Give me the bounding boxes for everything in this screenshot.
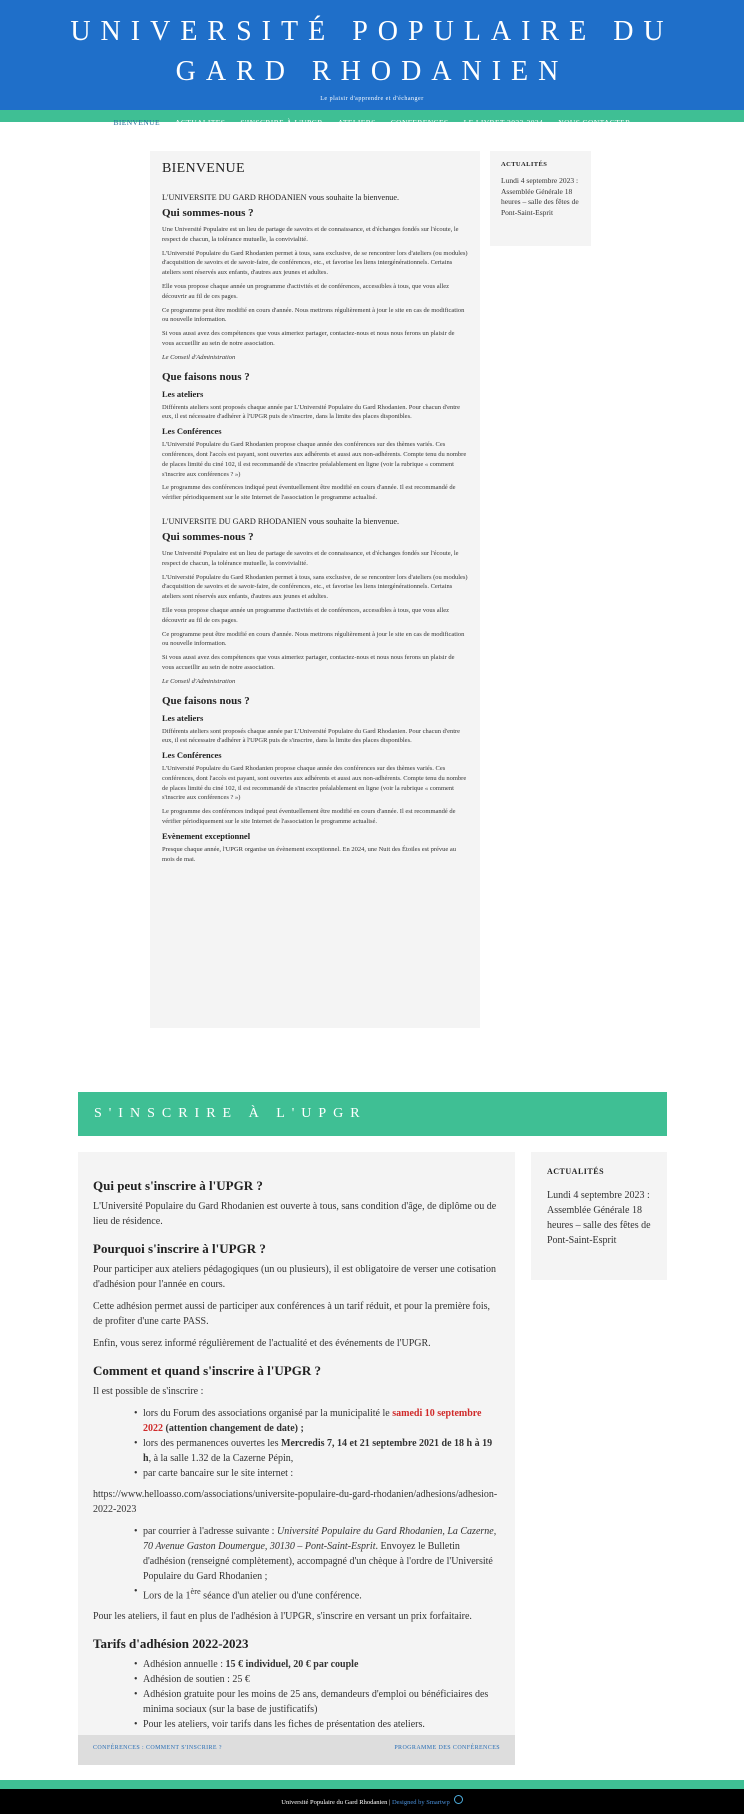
paragraph: Le programme des conférences indiqué peut éventuellement être modifié en cours d'année. Il est recommandé de vérifier périodiquement sur le site Internet de l'association le programme actualisé.: [162, 484, 456, 502]
section-banner: [78, 1092, 667, 1136]
paragraph: Pour participer aux ateliers pédagogiques (un ou plusieurs), il est obligatoire de verser une cotisation d'adhésion pour l'année en cours.: [93, 1264, 496, 1290]
actualites-widget-2: [531, 1152, 667, 1280]
heading-evenement: Evènement exceptionnel: [162, 830, 251, 841]
heading-pourquoi: Pourquoi s'inscrire à l'UPGR ?: [93, 1241, 266, 1256]
heading-tarifs: Tarifs d'adhésion 2022-2023: [93, 1636, 249, 1652]
paragraph: L'Université Populaire du Gard Rhodanien est ouverte à tous, sans condition d'âge, de diplôme ou de lieu de résidence.: [93, 1201, 497, 1227]
paragraph: Différents ateliers sont proposés chaque année par L'Université Populaire du Gard Rhodanien. Pour chacun d'entre eux, il est nécessaire d'adhérer à l'UPGR puis de s'inscrire, dans la limite des places disponibles.: [162, 727, 461, 745]
site-tagline: Le plaisir d'apprendre et d'échanger: [320, 96, 424, 102]
paragraph: Presque chaque année, l'UPGR organise un évènement exceptionnel. En 2024, une Nuit des Étoiles est prévue au mois de mai.: [162, 845, 457, 863]
welcome-intro: L'UNIVERSITE DU GARD RHODANIEN vous souhaite la bienvenue.: [162, 193, 400, 202]
list-item: • par carte bancaire sur le site internet :: [143, 1466, 500, 1481]
paragraph: Cette adhésion permet aussi de participer aux conférences à un tarif réduit, et pour la première fois, de profiter d'une carte PASS.: [93, 1301, 491, 1327]
paragraph: Si vous aussi avez des compétences que vous aimeriez partager, contactez-nous et nous nous ferons un plaisir de vous accueillir au sein de notre association.: [162, 330, 455, 347]
nav-item-sinscrire[interactable]: S'INSCRIRE À L'UPGR: [240, 118, 323, 127]
forum-date: samedi 10 septembre 2022: [143, 1408, 482, 1434]
signature: Le Conseil d'Administration: [162, 353, 236, 361]
nav-item-livret[interactable]: LE LIVRET 2023-2024: [463, 118, 544, 127]
paragraph: Différents ateliers sont proposés chaque année par L'Université Populaire du Gard Rhodanien. Pour chacun d'entre eux, il est nécessaire d'adhérer à l'UPGR puis de s'inscrire, dans la limite des places disponibles.: [162, 403, 461, 421]
welcome-intro: L'UNIVERSITE DU GARD RHODANIEN vous souhaite la bienvenue.: [162, 516, 400, 526]
paragraph: L'Université Populaire du Gard Rhodanien permet à tous, sans exclusive, de se rencontrer lors d'ateliers (ou modules) d'acquisition de savoirs et de savoir-faire, de conférences, etc., et favorise les liens intergénérationnels. Certains ateliers sont réservés aux enfants, d'autres aux jeunes et adultes.: [162, 249, 468, 277]
widget-text[interactable]: Lundi 4 septembre 2023 : Assemblée Générale 18 heures – salle des fêtes de Pont-Saint-Esprit: [547, 1190, 651, 1246]
list-item: • lors du Forum des associations organisé par la municipalité le samedi 10 septembre 2022 (attention changement de date) ;: [143, 1406, 500, 1436]
list-item: • Lors de la 1ère séance d'un atelier ou d'une conférence.: [143, 1584, 500, 1603]
paragraph: Elle vous propose chaque année un programme d'activités et de conférences, accessibles à tous, que vous allez découvrir au fil de ces pages.: [162, 282, 450, 300]
list-item: • Pour les ateliers, voir tarifs dans les fiches de présentation des ateliers.: [143, 1717, 500, 1732]
section-banner-title: S'INSCRIRE À L'UPGR: [94, 1106, 367, 1121]
tarifs-list: [93, 1657, 500, 1732]
list-item: • lors des permanences ouvertes les Mercredis 7, 14 et 21 septembre 2021 de 18 h à 19 h, à la salle 1.32 de la Cazerne Pépin,: [143, 1436, 500, 1466]
paragraph: L'Université Populaire du Gard Rhodanien permet à tous, sans exclusive, de se rencontrer lors d'ateliers (ou modules) d'acquisition de savoirs et de savoir-faire, de conférences, etc., et favorise les liens intergénérationnels. Certains ateliers sont réservés aux enfants, d'autres aux jeunes et adultes.: [162, 573, 468, 601]
heading-que-faisons-nous: Que faisons nous ?: [162, 694, 250, 707]
paragraph: Le programme des conférences indiqué peut éventuellement être modifié en cours d'année. Il est recommandé de vérifier périodiquement sur le site Internet de l'association le programme actualisé.: [162, 808, 456, 826]
heading-comment: Comment et quand s'inscrire à l'UPGR ?: [93, 1363, 321, 1378]
prev-post-link[interactable]: CONFÉRENCES : COMMENT S'INSCRIRE ?: [93, 1745, 222, 1751]
heading-qui-sommes-nous: Qui sommes-nous ?: [162, 207, 254, 219]
list-item: • Adhésion de soutien : 25 €: [143, 1672, 500, 1687]
widget-title: ACTUALITÉS: [547, 1167, 605, 1176]
site-title-line1: UNIVERSITÉ POPULAIRE DU: [70, 16, 674, 47]
smartwp-logo-icon: [454, 1795, 463, 1804]
heading-qui-peut: Qui peut s'inscrire à l'UPGR ?: [93, 1178, 263, 1193]
welcome-panel: [150, 151, 480, 1028]
heading-ateliers: Les ateliers: [162, 388, 204, 399]
actualites-widget: [490, 151, 591, 246]
paragraph: Enfin, vous serez informé régulièrement de l'actualité et des événements de l'UPGR.: [93, 1338, 431, 1349]
paragraph: Ce programme peut être modifié en cours d'année. Nous mettrons régulièrement à jour le site en cas de modification ou nouvelle information.: [162, 306, 465, 324]
paragraph: Si vous aussi avez des compétences que vous aimeriez partager, contactez-nous et nous nous ferons un plaisir de vous accueillir au sein de notre association.: [162, 654, 455, 671]
heading-conferences: Les Conférences: [162, 426, 222, 437]
heading-que-faisons-nous: Que faisons nous ?: [162, 370, 250, 383]
helloasso-link[interactable]: https://www.helloasso.com/associations/universite-populaire-du-gard-rhodanien/adhesions/adhesion-2022-2023: [93, 1489, 498, 1515]
inscription-methods-list: [93, 1406, 500, 1481]
site-header: [0, 0, 744, 110]
paragraph: Ce programme peut être modifié en cours d'année. Nous mettrons régulièrement à jour le site en cas de modification ou nouvelle information.: [162, 630, 465, 648]
signature: Le Conseil d'Administration: [162, 677, 236, 685]
site-title[interactable]: [0, 0, 744, 92]
site-footer: [0, 1789, 744, 1814]
designer-link[interactable]: Designed by Smartwp: [390, 1799, 450, 1806]
footer-strip: [0, 1780, 744, 1789]
footer-text: Université Populaire du Gard Rhodanien |: [281, 1799, 391, 1806]
page-title: BIENVENUE: [162, 161, 245, 176]
main-nav: [0, 110, 744, 127]
welcome-block-1: [162, 193, 468, 503]
list-item: • par courrier à l'adresse suivante : Université Populaire du Gard Rhodanien, La Cazerne, 70 Avenue Gaston Doumergue, 30130 – Pont-Saint-Esprit. Envoyez le Bulletin d'adhésion (renseigné complètement), accompagné d'un chèque à l'ordre de l'Université Populaire du Gard Rhodanien ;: [143, 1524, 500, 1584]
nav-item-ateliers[interactable]: ATELIERS: [337, 118, 376, 127]
list-item: • Adhésion annuelle : 15 € individuel, 20 € par couple: [143, 1657, 500, 1672]
paragraph: L'Université Populaire du Gard Rhodanien propose chaque année des conférences sur des thèmes variés. Ces conférences, dont l'accès est payant, sont ouvertes aux adhérents et aussi aux non-adhérents. Compte tenu du nombre de places limité du ciné 102, il est recommandé de s'inscrire préalablement en ligne (voir la rubrique « comment s'inscrire aux conférences ? »): [162, 441, 467, 478]
nav-item-contact[interactable]: NOUS CONTACTER: [558, 118, 631, 127]
heading-qui-sommes-nous: Qui sommes-nous ?: [162, 530, 254, 543]
nav-item-actualites[interactable]: ACTUALITES: [175, 118, 226, 127]
paragraph: L'Université Populaire du Gard Rhodanien propose chaque année des conférences sur des thèmes variés. Ces conférences, dont l'accès est payant, sont ouvertes aux adhérents et aussi aux non-adhérents. Compte tenu du nombre de places limité du ciné 102, il est recommandé de s'inscrire préalablement en ligne (voir la rubrique « comment s'inscrire aux conférences ? »): [162, 765, 467, 802]
inscription-methods-list-2: [93, 1524, 500, 1603]
heading-conferences: Les Conférences: [162, 750, 222, 761]
paragraph: Pour les ateliers, il faut en plus de l'adhésion à l'UPGR, s'inscrire en versant un prix forfaitaire.: [93, 1611, 472, 1623]
paragraph: Une Université Populaire est un lieu de partage de savoirs et de connaissance, et d'échanges fondés sur l'écoute, le respect de chacun, la tolérance mutuelle, la convivialité.: [162, 226, 459, 243]
paragraph: Il est possible de s'inscrire :: [93, 1386, 204, 1397]
paragraph: Elle vous propose chaque année un programme d'activités et de conférences, accessibles à tous, que vous allez découvrir au fil de ces pages.: [162, 606, 450, 624]
heading-ateliers: Les ateliers: [162, 712, 204, 723]
paragraph: Une Université Populaire est un lieu de partage de savoirs et de connaissance, et d'échanges fondés sur l'écoute, le respect de chacun, la tolérance mutuelle, la convivialité.: [162, 549, 459, 567]
site-title-line2: GARD RHODANIEN: [175, 56, 569, 87]
widget-text[interactable]: Lundi 4 septembre 2023 : Assemblée Générale 18 heures – salle des fêtes de Pont-Saint-Esprit: [501, 176, 579, 217]
list-item: • Adhésion gratuite pour les moins de 25 ans, demandeurs d'emploi ou bénéficiaires des minima sociaux (sur la base de justificatifs): [143, 1687, 500, 1717]
nav-item-conferences[interactable]: CONFERENCES: [390, 118, 449, 127]
welcome-block-2: [162, 517, 468, 865]
inscription-panel: [78, 1152, 515, 1751]
post-navigation: [78, 1735, 515, 1765]
widget-title: ACTUALITÉS: [501, 161, 548, 168]
next-post-link[interactable]: PROGRAMME DES CONFÉRENCES: [394, 1745, 500, 1751]
nav-item-bienvenue[interactable]: BIENVENUE: [113, 118, 160, 127]
